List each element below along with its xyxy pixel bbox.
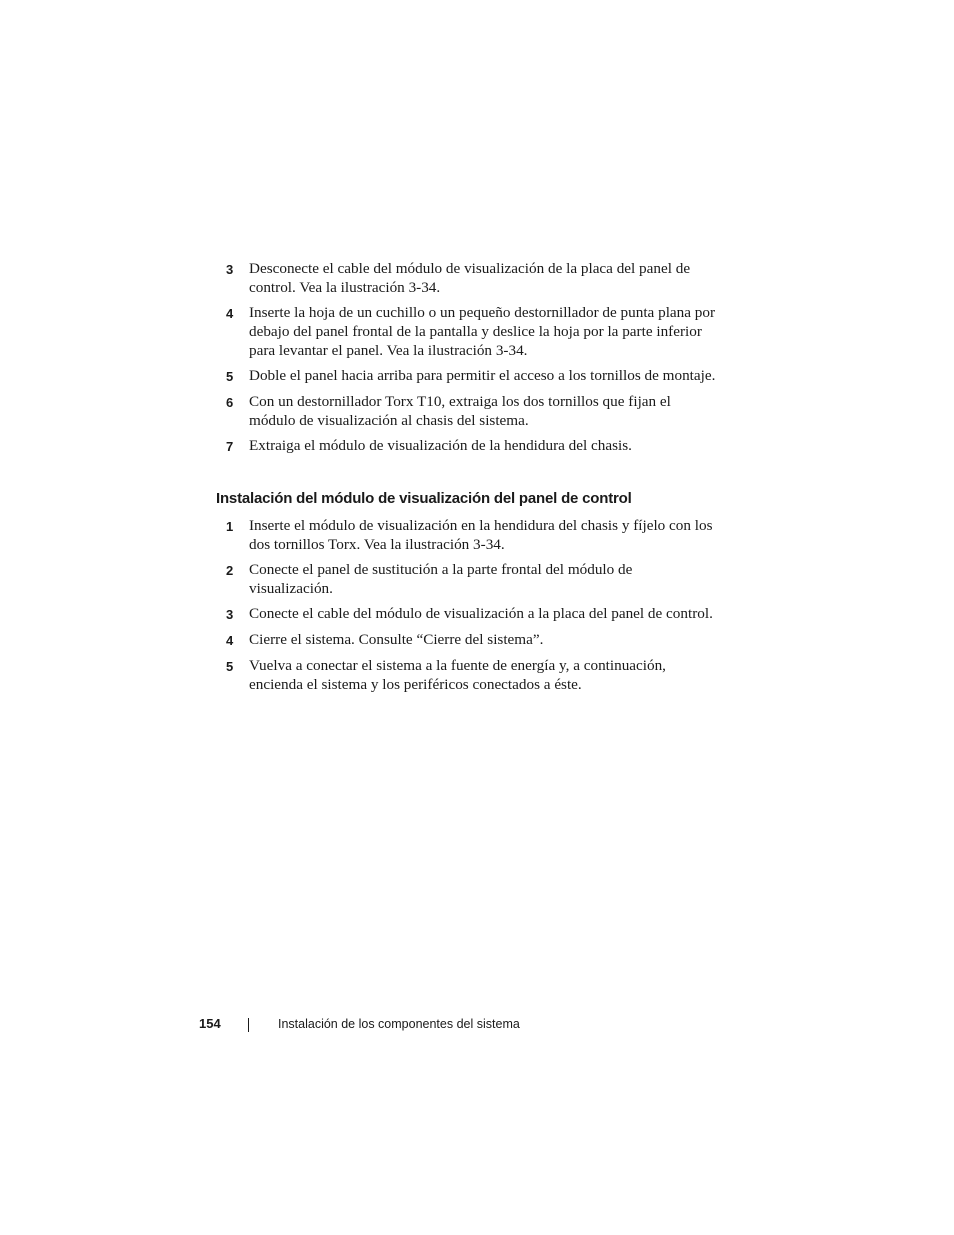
step-number: 3 xyxy=(226,607,234,622)
page-footer xyxy=(0,1014,954,1036)
step-text: Con un destornillador Torx T10, extraiga los dos tornillos que fijan el módulo de visualización al chasis del sistema. xyxy=(249,393,671,429)
step-number: 1 xyxy=(226,519,234,534)
step-text: Conecte el panel de sustitución a la parte frontal del módulo de visualización. xyxy=(249,561,633,597)
step-text: Inserte el módulo de visualización en la hendidura del chasis y fíjelo con los dos tornillos Torx. Vea la ilustración 3-34. xyxy=(249,517,713,553)
step-number: 7 xyxy=(226,439,234,454)
chapter-title: Instalación de los componentes del sistema xyxy=(278,1017,520,1031)
step-number: 5 xyxy=(226,659,234,674)
list-item xyxy=(226,516,716,554)
step-text: Conecte el cable del módulo de visualización a la placa del panel de control. xyxy=(249,605,713,622)
step-text: Extraiga el módulo de visualización de la hendidura del chasis. xyxy=(249,437,632,454)
step-text: Inserte la hoja de un cuchillo o un pequeño destornillador de punta plana por debajo del panel frontal de la pantalla y deslice la hoja por la parte inferior para levantar el panel. Vea la ilustración 3-34. xyxy=(249,304,716,359)
step-number: 5 xyxy=(226,369,234,384)
list-item xyxy=(226,656,716,694)
install-steps-list xyxy=(226,516,716,700)
list-item xyxy=(226,436,716,456)
list-item xyxy=(226,259,716,297)
step-text: Desconecte el cable del módulo de visualización de la placa del panel de control. Vea la ilustración 3-34. xyxy=(249,260,691,296)
step-number: 6 xyxy=(226,395,234,410)
list-item xyxy=(226,604,716,624)
section-heading: Instalación del módulo de visualización del panel de control xyxy=(216,490,632,507)
step-text: Cierre el sistema. Consulte “Cierre del sistema”. xyxy=(249,631,544,648)
list-item xyxy=(226,366,716,386)
step-number: 4 xyxy=(226,306,234,321)
step-number: 2 xyxy=(226,563,234,578)
removal-steps-list xyxy=(226,259,716,462)
step-number: 4 xyxy=(226,633,234,648)
step-number: 3 xyxy=(226,262,234,277)
list-item xyxy=(226,303,716,360)
step-text: Doble el panel hacia arriba para permitir el acceso a los tornillos de montaje. xyxy=(249,367,716,384)
footer-divider xyxy=(248,1018,249,1032)
list-item xyxy=(226,630,716,650)
step-text: Vuelva a conectar el sistema a la fuente de energía y, a continuación, encienda el sistema y los periféricos conectados a éste. xyxy=(249,657,666,693)
list-item xyxy=(226,392,716,430)
page-number: 154 xyxy=(199,1016,221,1031)
list-item xyxy=(226,560,716,598)
